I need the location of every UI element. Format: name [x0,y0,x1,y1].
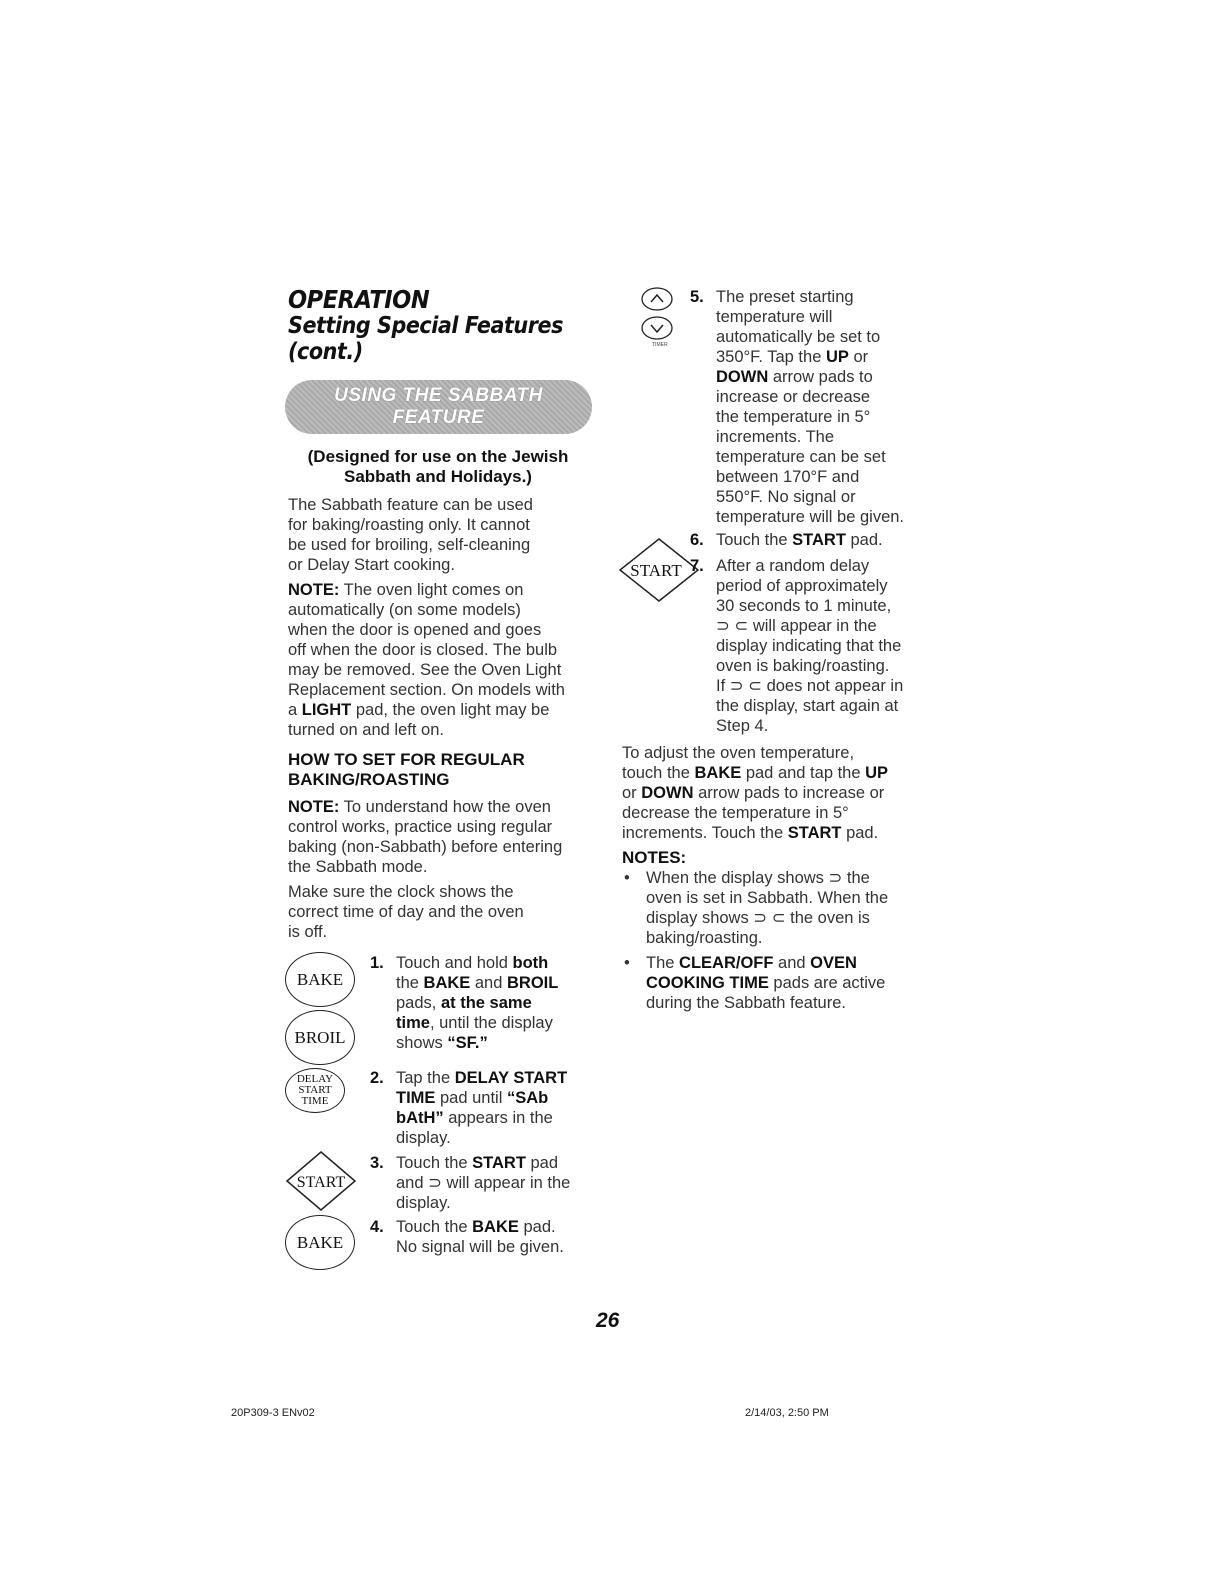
note-line: Replacement section. On models with [288,681,565,699]
adjust-paragraph: To adjust the oven temperature, touch the BAKE pad and tap the UP or DOWN arrow pads to increase or decrease the temperature in 5° increments. Touch the START pad. [622,744,889,842]
intro-line: The Sabbath feature can be used [288,496,533,514]
step-6: 6. Touch the START pad. [690,531,883,549]
broil-pad-icon: BROIL [285,1010,355,1065]
notes-bullet-2: • The CLEAR/OFF and OVEN COOKING TIME pads are active during the Sabbath feature. [624,954,886,1012]
bake-pad-icon-2: BAKE [285,1215,355,1270]
section-title: OPERATION [288,285,430,314]
step-7: 7. After a random delay period of approximately 30 seconds to 1 minute, ⊃ ⊂ will appear in the display indicating that the oven is baking/roasting. If ⊃ ⊂ does not appear in the display, start again at Step 4. [690,557,904,735]
step-2: 2. Tap the DELAY START TIME pad until “SAb bAtH” appears in the display. [370,1069,568,1147]
note-line: turned on and left on. [288,721,444,739]
up-arrow-pad-icon [640,286,674,312]
footer-doc-code: 20P309-3 ENv02 [231,1407,315,1419]
start-pad-icon [285,1150,357,1212]
footer-timestamp: 2/14/03, 2:50 PM [745,1407,829,1419]
bake-pad-icon: BAKE [285,952,355,1007]
start-icon-label: START [296,1174,346,1191]
note-line: automatically (on some models) [288,601,521,619]
note-label: NOTE: [288,581,340,599]
start-icon-label-right: START [630,561,682,580]
timer-label: TIMER [652,342,668,348]
designed-for-line: Sabbath and Holidays.) [344,467,532,486]
step-5: 5. The preset starting temperature will automatically be set to 350°F. Tap the UP or DOWN arrow pads to increase or decrease the temperature in 5° increments. The temperature can be set between 170°F and 550°F. No signal or temperature will be given. [690,288,905,526]
delay-start-time-pad-icon: DELAY START TIME [285,1068,345,1113]
designed-for-note [288,447,588,487]
page-number: 26 [596,1309,620,1332]
designed-for-line: (Designed for use on the Jewish [307,447,569,466]
step-4: 4. Touch the BAKE pad. No signal will be given. [370,1218,564,1256]
practice-note: NOTE: To understand how the oven control works, practice using regular baking (non-Sabbath) before entering the Sabbath mode. [288,798,563,876]
step-1: 1. Touch and hold both the BAKE and BROIL pads, at the same time, until the display shows “SF.” [370,954,559,1052]
intro-line: be used for broiling, self-cleaning [288,536,531,554]
notes-heading: NOTES: [622,848,687,867]
intro-line: for baking/roasting only. It cannot [288,516,530,534]
banner-line-1: USING THE SABBATH [334,385,543,406]
subtitle-text: Setting Special Features (cont.) [288,313,563,365]
notes-bullet-1: • When the display shows ⊃ the oven is set in Sabbath. When the display shows ⊃ ⊂ the oven is baking/roasting. [624,869,889,947]
oven-light-note [288,580,598,740]
note-line: when the door is opened and goes [288,621,542,639]
start-pad-icon-right [618,537,700,603]
note-label: NOTE: [288,798,340,816]
note-line: may be removed. See the Oven Light [288,661,562,679]
note-line: NOTE: The oven light comes on [288,581,524,599]
sabbath-banner [285,380,592,434]
intro-line: or Delay Start cooking. [288,556,455,574]
banner-line-2: FEATURE [392,407,485,428]
how-to-heading: HOW TO SET FOR REGULAR BAKING/ROASTING [288,750,525,789]
note-line: a LIGHT pad, the oven light may be [288,701,550,719]
note-line: off when the door is closed. The bulb [288,641,558,659]
page-subtitle [288,313,585,365]
clock-paragraph: Make sure the clock shows the correct time of day and the oven is off. [288,883,524,941]
intro-paragraph [288,495,598,575]
down-arrow-pad-icon [640,315,674,341]
step-3: 3. Touch the START pad and ⊃ will appear in the display. [370,1154,571,1212]
